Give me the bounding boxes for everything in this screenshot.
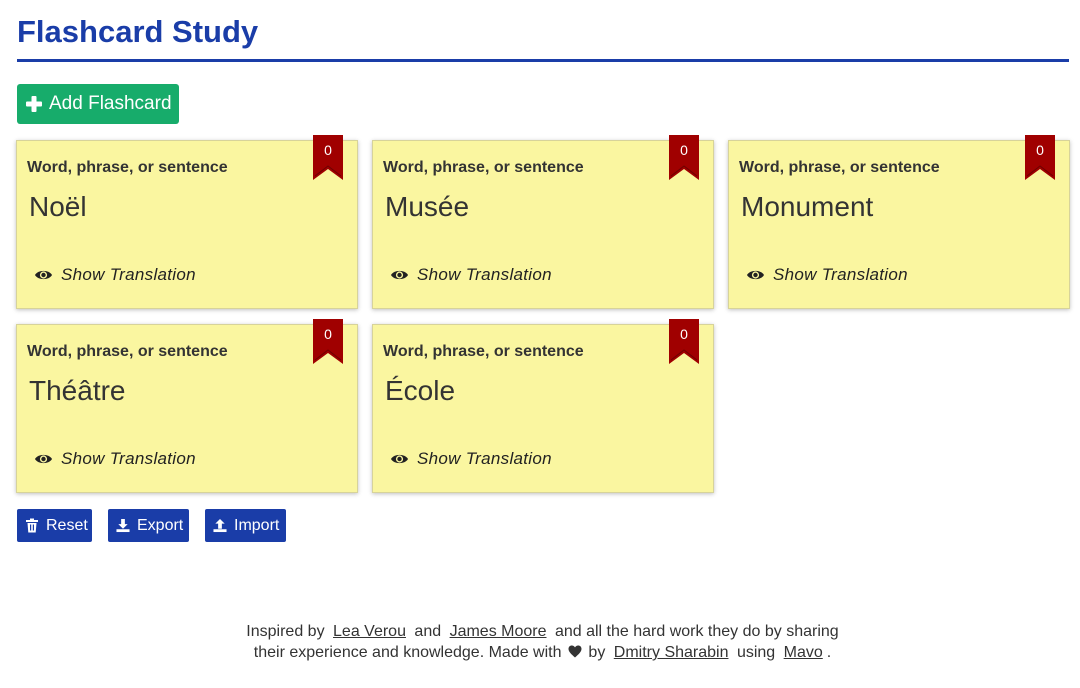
card-word[interactable]: Monument xyxy=(741,191,874,222)
footer-inspired-text: Inspired by xyxy=(246,623,325,640)
add-flashcard-button[interactable] xyxy=(17,84,179,124)
flashcard xyxy=(16,324,358,493)
card-word[interactable]: Noël xyxy=(29,191,87,222)
review-count-ribbon xyxy=(669,319,699,364)
review-count: 0 xyxy=(324,326,332,342)
title-divider xyxy=(17,59,1069,62)
eye-icon xyxy=(34,268,53,282)
footer-and-text: and xyxy=(414,623,442,640)
review-count-ribbon xyxy=(669,135,699,180)
card-word[interactable]: Musée xyxy=(385,191,470,222)
footer-by-text: by xyxy=(588,644,606,661)
link-lea-verou[interactable]: Lea Verou xyxy=(333,623,406,640)
eye-icon xyxy=(390,268,409,282)
link-james-moore[interactable]: James Moore xyxy=(449,623,547,640)
import-button[interactable] xyxy=(205,509,286,542)
reset-label: Reset xyxy=(46,516,88,534)
page-title: Flashcard Study xyxy=(17,14,259,49)
export-label: Export xyxy=(137,516,184,534)
review-count: 0 xyxy=(680,326,688,342)
review-count: 0 xyxy=(1036,142,1044,158)
flashcard xyxy=(372,140,714,309)
footer xyxy=(0,621,1080,663)
show-translation-label: Show Translation xyxy=(417,449,552,468)
show-translation-button[interactable] xyxy=(390,265,552,285)
plus-icon xyxy=(25,95,43,113)
footer-period: . xyxy=(826,644,832,661)
show-translation-button[interactable] xyxy=(390,449,552,469)
flashcard xyxy=(372,324,714,493)
show-translation-label: Show Translation xyxy=(61,449,196,468)
show-translation-label: Show Translation xyxy=(773,265,908,284)
upload-icon xyxy=(213,518,227,533)
review-count-ribbon xyxy=(313,135,343,180)
reset-button[interactable] xyxy=(17,509,92,542)
footer-made-with-text: their experience and knowledge. Made with xyxy=(253,644,562,661)
trash-icon xyxy=(25,518,39,533)
review-count-ribbon xyxy=(1025,135,1055,180)
eye-icon xyxy=(34,452,53,466)
footer-line-2 xyxy=(0,642,1080,663)
card-label: Word, phrase, or sentence xyxy=(383,343,584,360)
export-button[interactable] xyxy=(108,509,189,542)
review-count: 0 xyxy=(324,142,332,158)
card-label: Word, phrase, or sentence xyxy=(383,159,584,176)
show-translation-label: Show Translation xyxy=(61,265,196,284)
heart-icon xyxy=(568,643,582,656)
footer-sharing-text: and all the hard work they do by sharing xyxy=(554,623,839,640)
card-label: Word, phrase, or sentence xyxy=(27,343,228,360)
card-label: Word, phrase, or sentence xyxy=(739,159,940,176)
footer-using-text: using xyxy=(736,644,776,661)
download-icon xyxy=(116,518,130,533)
review-count-ribbon xyxy=(313,319,343,364)
show-translation-button[interactable] xyxy=(34,265,196,285)
link-dmitry-sharabin[interactable]: Dmitry Sharabin xyxy=(613,644,729,661)
card-word[interactable]: Théâtre xyxy=(29,375,126,406)
link-mavo[interactable]: Mavo xyxy=(783,644,823,661)
footer-line-1 xyxy=(0,621,1080,642)
show-translation-button[interactable] xyxy=(746,265,908,285)
add-flashcard-label: Add Flashcard xyxy=(49,93,172,114)
eye-icon xyxy=(390,452,409,466)
show-translation-label: Show Translation xyxy=(417,265,552,284)
review-count: 0 xyxy=(680,142,688,158)
card-label: Word, phrase, or sentence xyxy=(27,159,228,176)
import-label: Import xyxy=(234,516,280,534)
flashcard xyxy=(728,140,1070,309)
card-word[interactable]: École xyxy=(385,375,456,406)
flashcard xyxy=(16,140,358,309)
eye-icon xyxy=(746,268,765,282)
show-translation-button[interactable] xyxy=(34,449,196,469)
